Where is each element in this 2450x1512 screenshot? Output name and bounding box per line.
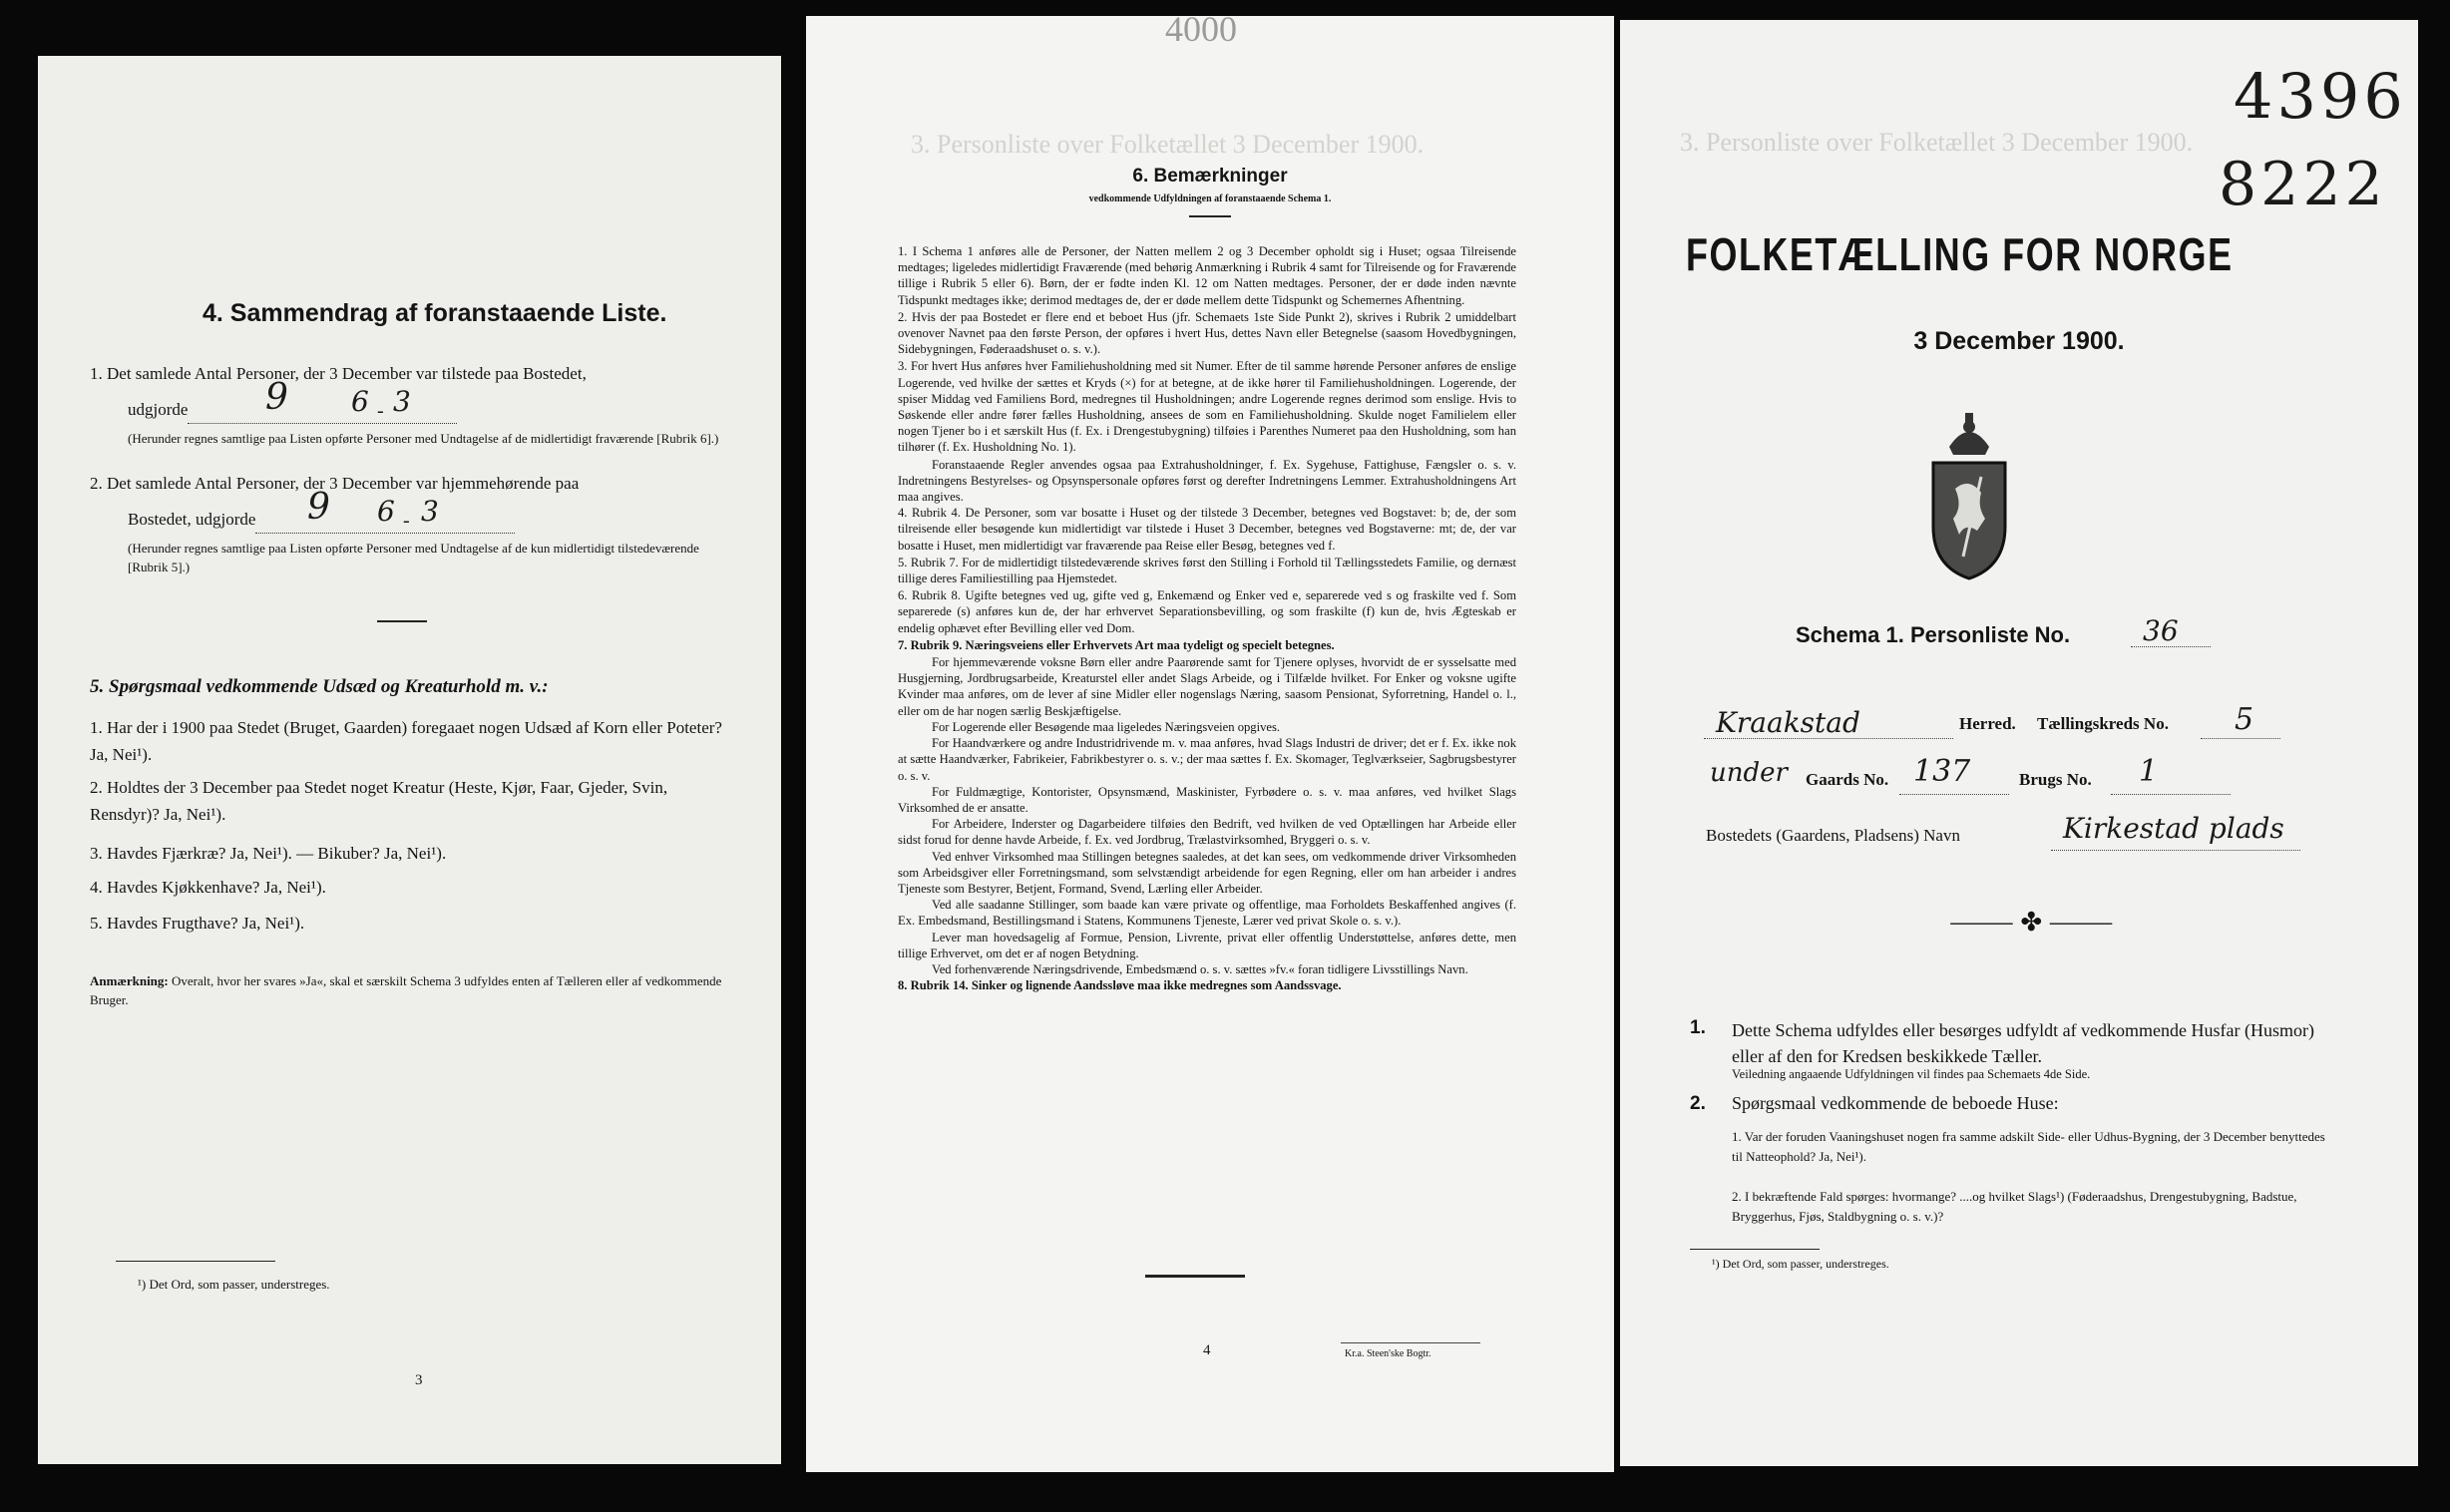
page-1	[1620, 20, 2418, 1466]
instruction-1-note: Veiledning angaaende Udfyldningen vil findes paa Schemaets 4de Side.	[1732, 1067, 2091, 1081]
remark: Anmærkning: Overalt, hvor her svares »Ja«, skal et særskilt Schema 3 udfyldes enten af Tælleren eller af vedkommende Bruger.	[90, 973, 722, 1007]
census-date: 3 December 1900.	[1913, 327, 2125, 355]
section-5-title: 5. Spørgsmaal vedkommende Udsæd og Kreaturhold m. v.:	[90, 676, 549, 697]
item2-value-male: 6	[377, 495, 395, 528]
section-4-title: 4. Sammendrag af foranstaaende Liste.	[203, 299, 667, 327]
remark-7-para: For hjemmeværende voksne Børn eller andre Paarørende samt for Tjenere oplyses, hvorvidt de er sysselsatte med Husgjerning, Jordbrugsarbeide, Kreaturstel eller andet Slags Arbeide, og i Tilfælde hvilket. For Enker og voksne ugifte Kvinder maa anføres, om de lever af sine Midler eller nogenslags Næring, saasom Pensionat, Syforretning, Handel o. l., eller om de har nogen særlig Beskjæftigelse.	[898, 655, 1516, 718]
underline	[2051, 850, 2300, 851]
page-4	[806, 16, 1614, 1472]
item1-value-female: 3	[393, 385, 411, 418]
question-3: 3. Havdes Fjærkræ? Ja, Nei¹). — Bikuber? Ja, Nei¹).	[90, 844, 447, 863]
footnote: ¹) Det Ord, som passer, understreges.	[138, 1277, 330, 1292]
remark-6: 6. Rubrik 8. Ugifte betegnes ved ug, gifte ved g, Enkemænd og Enker ved e, separerede ved s og fraskilte ved f. Som separerede (s) anføres kun de, der har erhvervet Separationsbevilling, og som fraskilte (f) kun de, hvis Ægteskab er endelig ophævet efter Bevilling eller ved Dom.	[898, 588, 1516, 635]
dash: -	[377, 400, 384, 422]
ornament-icon: ⸻ ✤ ⸻	[1949, 908, 2114, 937]
remark-1: 1. I Schema 1 anføres alle de Personer, der Natten mellem 2 og 3 December opholdt sig i Huset; ogsaa Tilreisende medtages; ligeledes midlertidigt Fraværende (med behørig Anmærkning i Rubrik 4 samt for Tilreisende og for Fraværende tillige i Rubrik 5 eller 6). Børn, der er fødte inden Kl. 12 om Natten medtages. Personer, der er døde inden nævnte Tidspunkt medtages ikke; derimod medtages de, der er døde mellem dette Tidspunkt og Schemernes Afhentning.	[898, 244, 1516, 307]
underline	[1899, 794, 2009, 795]
item2-value-total: 9	[307, 487, 330, 528]
remark-3-extra: Foranstaaende Regler anvendes ogsaa paa Extrahusholdninger, f. Ex. Sygehuse, Fattighuse, Fængsler o. s. v. Indretningens Bestyrelses- og Opsynspersonale opføres først og derefter Indretningens Lemmer. Extrahusholdningens Art maa angives.	[898, 457, 1516, 505]
item1-value-total: 9	[265, 377, 288, 418]
top-scribble: 4000	[1165, 16, 1237, 49]
divider	[1189, 215, 1231, 217]
remarks-subtitle: vedkommende Udfyldningen af foranstaaende Schema 1.	[1088, 193, 1332, 204]
question-5: 5. Havdes Frugthave? Ja, Nei¹).	[90, 914, 305, 933]
item2-value-female: 3	[421, 495, 439, 528]
remark-4: 4. Rubrik 4. De Personer, som var bosatte i Huset og der tilstede 3 December, betegnes ved Bogstavet: b; de, der som tilreisende eller besøgende kun midlertidigt var tilstede i Huset 3 December, betegnes ved Bogstaverne: mt; de, der var bosatte i Huset, men midlertidigt var fraværende paa Reise eller Besøg, betegnes ved f.	[898, 506, 1516, 553]
page-number: 4	[1203, 1342, 1211, 1358]
brugs-number: 1	[2139, 754, 2159, 789]
remark-8: 8. Rubrik 14. Sinker og lignende Aandssløve maa ikke medregnes som Aandssvage.	[898, 978, 1342, 993]
instruction-2-q1: 1. Var der foruden Vaaningshuset nogen fra samme adskilt Side- eller Udhus-Bygning, der 3 December benyttedes til Natteophold? Ja, Nei¹).	[1732, 1129, 2325, 1164]
gaards-prefix: under	[1710, 758, 1788, 788]
remarks-list	[898, 243, 1516, 994]
instruction-2: Spørgsmaal vedkommende de beboede Huse:	[1732, 1093, 2059, 1113]
remark-7-para: Lever man hovedsagelig af Formue, Pension, Livrente, privat eller offentlig Understøttelse, anføres dette, men tillige Erhvervet, om det er af nogen Betydning.	[898, 930, 1516, 960]
coat-of-arms-icon	[1919, 407, 2019, 582]
summary-note-2: (Herunder regnes samtlige paa Listen opførte Personer med Undtagelse af de kun midlertidigt tilstedeværende [Rubrik 5].)	[128, 541, 699, 574]
printer-imprint: Kr.a. Steen'ske Bogtr.	[1345, 1348, 1431, 1359]
dash: -	[403, 510, 410, 532]
summary-item-2-cont: Bostedet, udgjorde	[128, 507, 515, 534]
bosted-label: Bostedets (Gaardens, Pladsens) Navn	[1706, 826, 1960, 845]
footnote: ¹) Det Ord, som passer, understreges.	[1712, 1257, 1889, 1271]
gaards-label: Gaards No.	[1806, 770, 1889, 789]
remark-3: 3. For hvert Hus anføres hver Familiehusholdning med sit Numer. Efter de til samme hørende Personer anføres de enslige Logerende, ved hvilke der sættes et Kryds (×) for at betegne, at de ikke hører til Familiehusholdningen. Logerende, der spiser Middag ved Familiens Bord, medregnes til Husholdningen; andre Logerende regnes derimod som enslige. Hvis to Søskende eller andre fører fælles Husholdning, ansees de som en Familiehusholdning. Skulde noget Familielem eller nogen Tjener bo i et særskilt Hus (f. Ex. i Drengestubygning) tilføies i Parenthes Numeret paa den Husholdning, som han tilhører (f. Ex. Husholdning No. 1).	[898, 359, 1516, 455]
instr-2-num: 2.	[1690, 1093, 1706, 1114]
summary-item-1-cont: udgjorde	[128, 397, 457, 424]
gaards-number: 137	[1913, 754, 1971, 789]
summary-note-1: (Herunder regnes samtlige paa Listen opførte Personer med Undtagelse af de midlertidigt fraværende [Rubrik 6].)	[128, 431, 719, 446]
item1-value-male: 6	[351, 385, 369, 418]
remark-7-para: Ved enhver Virksomhed maa Stillingen betegnes saaledes, at det kan sees, om vedkommende driver Virksomheden som Arbeidsgiver eller Forretningsmand, som selvstændigt arbeidende for egen Regning, eller om han arbeider i andres Tjeneste som Bestyrer, Betjent, Formand, Svend, Lærling eller Arbeider.	[898, 849, 1516, 896]
herred-value: Kraakstad	[1716, 706, 1860, 739]
underline	[2111, 794, 2231, 795]
underline	[2201, 738, 2280, 739]
remark-2: 2. Hvis der paa Bostedet er flere end et beboet Hus (jfr. Schemaets 1ste Side Punkt 2), skrives i Rubrik 2 umiddelbart ovenover Navnet paa den første Person, der opføres i hvert Hus, dettes Navn eller Betegnelse (saasom Hovedbygningen, Sidebygningen, Føderaadshuset o. s. v.).	[898, 309, 1516, 357]
kreds-label: Tællingskreds No.	[2037, 714, 2169, 733]
remark-7-para: For Logerende eller Besøgende maa ligeledes Næringsveien opgives.	[932, 719, 1281, 734]
question-4: 4. Havdes Kjøkkenhave? Ja, Nei¹).	[90, 878, 326, 897]
archive-number: 4396	[2234, 60, 2407, 133]
printer-rule	[1341, 1342, 1480, 1343]
bosted-value: Kirkestad plads	[2063, 812, 2284, 845]
brugs-label: Brugs No.	[2019, 770, 2092, 789]
schema-number: 36	[2143, 614, 2179, 647]
faded-header: 3. Personliste over Folketællet 3 December 1900.	[1680, 128, 2194, 157]
divider	[1145, 1275, 1245, 1278]
schema-label: Schema 1. Personliste No.	[1796, 622, 2071, 647]
instruction-1: Dette Schema udfyldes eller besørges udfyldt af vedkommende Husfar (Husmor) eller af den for Kredsen beskikkede Tæller.	[1732, 1020, 2314, 1066]
remark-7-para: For Haandværkere og andre Industridrivende m. v. maa anføres, hvad Slags Industri de driver; det er f. Ex. ikke nok at sætte Haandværker, Fabrikeier, Fabrikbestyrer o. s. v.; der maa sættes f. Ex. Skomager, Teglværkseier, Sagbrugsbestyrer o. s. v.	[898, 736, 1516, 783]
remark-7-para: Ved alle saadanne Stillinger, som baade kan være private og offentlige, maa Forholdets Beskaffenhed angives (f. Ex. Embedsmand, Bestillingsmand i Statens, Kommunens Tjeneste, Lærer ved privat Skole o. s. v.).	[898, 898, 1516, 929]
remark-5: 5. Rubrik 7. For de midlertidigt tilstedeværende skrives først den Stilling i Forhold til Tællingsstedets Familie, og dernæst tillige deres Familiestilling paa Hjemstedet.	[898, 555, 1516, 586]
remark-7-para: For Fuldmægtige, Kontorister, Opsynsmænd, Maskinister, Fyrbødere o. s. v. maa anføres, ved hvilket Slags Virksomhed de er ansatte.	[898, 784, 1516, 815]
page-number: 3	[415, 1372, 423, 1388]
kreds-number: 5	[2235, 702, 2254, 737]
summary-item-1: 1. Det samlede Antal Personer, der 3 December var tilstede paa Bostedet,	[90, 364, 587, 383]
remarks-title: 6. Bemærkninger	[1132, 166, 1288, 187]
divider	[377, 620, 427, 622]
footnote-rule	[1690, 1249, 1820, 1250]
census-title: FOLKETÆLLING FOR NORGE	[1686, 228, 2234, 280]
herred-label: Herred.	[1959, 714, 2016, 733]
summary-item-2: 2. Det samlede Antal Personer, der 3 December var hjemmehørende paa	[90, 474, 580, 493]
remark-7-para: Ved forhenværende Næringsdrivende, Embedsmænd o. s. v. sættes »fv.« foran tidligere Livsstillings Navn.	[932, 961, 1468, 976]
remark-7: 7. Rubrik 9. Næringsveiens eller Erhvervets Art maa tydeligt og specielt betegnes.	[898, 637, 1335, 652]
question-2: 2. Holdtes der 3 December paa Stedet noget Kreatur (Heste, Kjør, Faar, Gjeder, Svin, Rensdyr)? Ja, Nei¹).	[90, 778, 668, 824]
footnote-rule	[116, 1261, 275, 1262]
page-3	[38, 56, 781, 1464]
faded-header: 3. Personliste over Folketællet 3 December 1900.	[911, 130, 1425, 159]
remark-7-para: For Arbeidere, Inderster og Dagarbeidere tilføies den Bedrift, ved hvilken de ved Optællingen har Arbeide eller sidst forud for denne havde Arbeide, f. Ex. ved Jordbrug, Trælastvirksomhed, Bryggeri o. s. v.	[898, 817, 1516, 848]
instr-1-num: 1.	[1690, 1017, 1706, 1038]
instruction-2-q2: 2. I bekræftende Fald spørges: hvormange? ....og hvilket Slags¹) (Føderaadshus, Drengestubygning, Badstue, Bryggerhus, Fjøs, Staldbygning o. s. v.)?	[1732, 1189, 2297, 1224]
archive-number: 8222	[2219, 150, 2387, 219]
question-1: 1. Har der i 1900 paa Stedet (Bruget, Gaarden) foregaaet nogen Udsæd af Korn eller Poteter? Ja, Nei¹).	[90, 718, 722, 764]
